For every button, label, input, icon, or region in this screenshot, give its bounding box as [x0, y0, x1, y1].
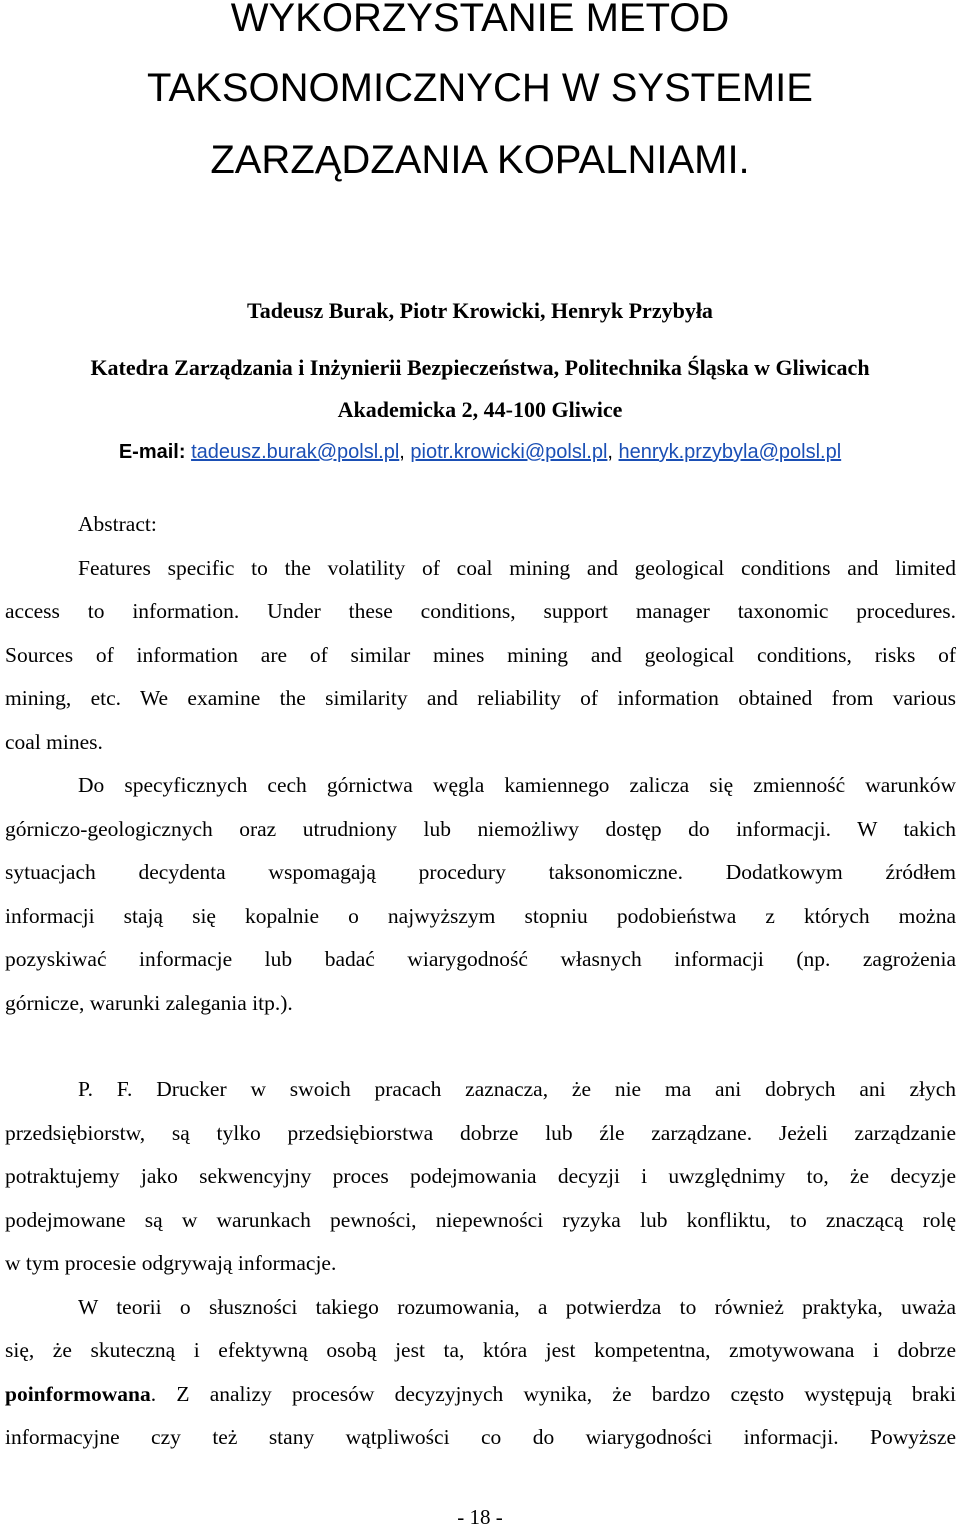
- abstract-pl-line: pozyskiwać informacje lub badać wiarygodność własnych informacji (np. zagrożenia: [5, 947, 956, 971]
- abstract-pl-line: sytuacjach decydenta wspomagają procedury taksonomiczne. Dodatkowym źródłem: [5, 860, 956, 884]
- title-line-2: TAKSONOMICZNYCH W SYSTEMIE: [147, 66, 813, 110]
- abstract-en-line: mining, etc. We examine the similarity and reliability of information obtained from various: [5, 686, 956, 710]
- abstract-pl-line: informacji stają się kopalnie o najwyższym stopniu podobieństwa z których można: [5, 904, 956, 928]
- affiliation-line-1: Katedra Zarządzania i Inżynierii Bezpieczeństwa, Politechnika Śląska w Gliwicach: [90, 355, 870, 380]
- body-para1-line: w tym procesie odgrywają informacje.: [5, 1251, 337, 1275]
- affiliation-line-2: Akademicka 2, 44-100 Gliwice: [337, 397, 623, 422]
- email-link-krowicki[interactable]: piotr.krowicki@polsl.pl: [410, 441, 608, 463]
- body-para1-line: potraktujemy jako sekwencyjny proces podejmowania decyzji i uwzględnimy to, że decyzje: [5, 1164, 956, 1188]
- abstract-pl-line: Do specyficznych cech górnictwa węgla kamiennego zalicza się zmienność warunków: [78, 773, 956, 797]
- body-para2-line: się, że skuteczną i efektywną osobą jest ta, która jest kompetentna, zmotywowana i dobrze: [5, 1338, 956, 1362]
- body-para1-line: podejmowane są w warunkach pewności, niepewności ryzyka lub konfliktu, to znaczącą rolę: [5, 1208, 956, 1232]
- page-number: - 18 -: [457, 1505, 503, 1529]
- title-line-1: WYKORZYSTANIE METOD: [230, 0, 730, 40]
- email-separator: ,: [399, 441, 405, 463]
- email-label: E-mail:: [118, 441, 186, 463]
- abstract-en-line: Features specific to the volatility of coal mining and geological conditions and limited: [78, 556, 956, 580]
- body-para2-line-rest: . Z analizy procesów decyzyjnych wynika, że bardzo często występują braki: [150, 1382, 956, 1406]
- abstract-en-line: Sources of information are of similar mines mining and geological conditions, risks of: [5, 643, 956, 667]
- abstract-en-line: coal mines.: [5, 730, 103, 754]
- email-link-burak[interactable]: tadeusz.burak@polsl.pl: [191, 441, 400, 463]
- email-link-przybyla[interactable]: henryk.przybyla@polsl.pl: [618, 441, 842, 463]
- body-para1-line: przedsiębiorstw, są tylko przedsiębiorstwa dobrze lub źle zarządzane. Jeżeli zarządzanie: [5, 1121, 956, 1145]
- abstract-pl-line: górnicze, warunki zalegania itp.).: [5, 991, 293, 1015]
- email-separator: ,: [607, 441, 613, 463]
- title-line-3: ZARZĄDZANIA KOPALNIAMI.: [210, 138, 750, 182]
- body-para2-line: W teorii o słuszności takiego rozumowania, a potwierdza to również praktyka, uważa: [78, 1295, 956, 1319]
- body-para2-line: [5, 1381, 956, 1407]
- body-para1-line: P. F. Drucker w swoich pracach zaznacza, że nie ma ani dobrych ani złych: [78, 1077, 956, 1101]
- abstract-heading: Abstract:: [78, 512, 157, 536]
- authors: Tadeusz Burak, Piotr Krowicki, Henryk Przybyła: [247, 298, 713, 323]
- abstract-pl-line: górniczo-geologicznych oraz utrudniony lub niemożliwy dostęp do informacji. W takich: [5, 817, 956, 841]
- bold-word: poinformowana: [5, 1382, 151, 1406]
- email-line: [0, 439, 960, 465]
- body-para2-line: informacyjne czy też stany wątpliwości co do wiarygodności informacji. Powyższe: [5, 1425, 956, 1449]
- abstract-en-line: access to information. Under these conditions, support manager taxonomic procedures.: [5, 599, 956, 623]
